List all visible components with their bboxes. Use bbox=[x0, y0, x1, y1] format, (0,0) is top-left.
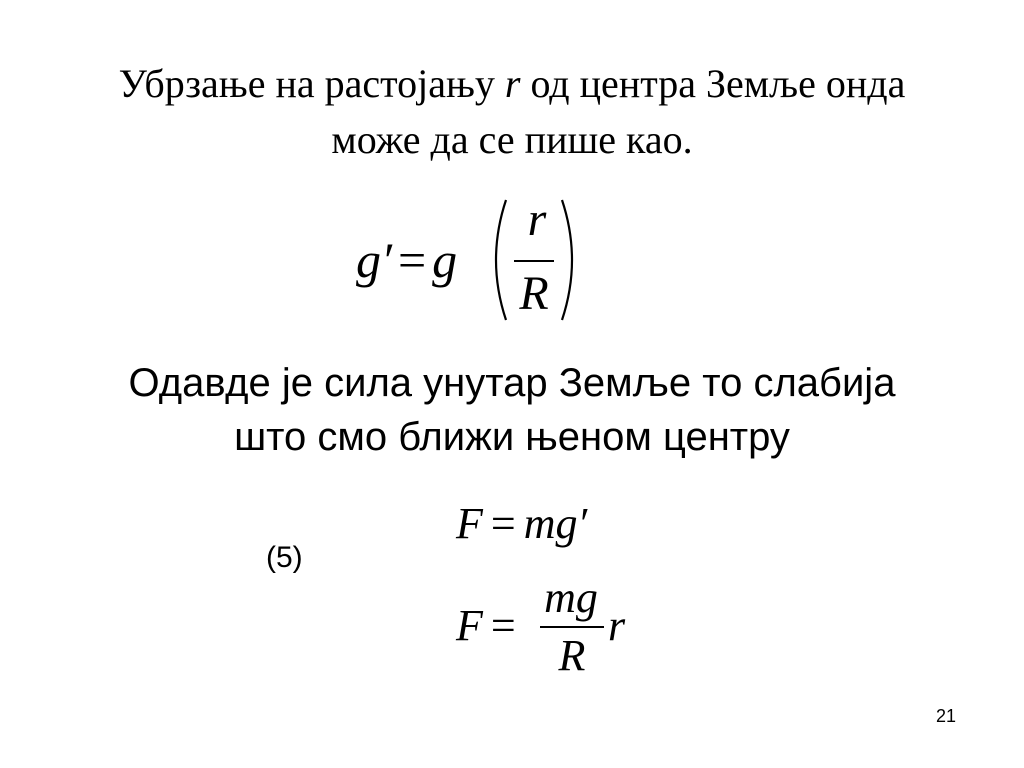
equation-number-label: (5) bbox=[266, 541, 303, 574]
heading-line-1 bbox=[0, 56, 1024, 112]
body-line-1: Одавде је сила унутар Земље то слабија bbox=[128, 361, 896, 405]
eq2-rhs: mg′ bbox=[523, 499, 588, 548]
eq3-equals-sign: = bbox=[490, 601, 516, 650]
equation-g-prime-lhs bbox=[356, 230, 457, 290]
eq3-multiplier: r bbox=[608, 601, 626, 650]
heading-line-2: може да се пише као. bbox=[331, 117, 693, 162]
body-line-2: што смо ближи њеном центру bbox=[234, 415, 790, 459]
heading-variable-r: r bbox=[504, 61, 521, 106]
heading-text-before-var: Убрзање на растојању bbox=[118, 61, 505, 106]
eq3-denominator: R bbox=[558, 631, 586, 680]
eq1-fraction-bar bbox=[514, 260, 554, 262]
eq1-equals-sign: = bbox=[397, 232, 427, 288]
eq1-rhs-var: g bbox=[432, 232, 458, 288]
eq2-equals-sign: = bbox=[490, 499, 516, 548]
eq2-lhs: F bbox=[456, 499, 483, 548]
equation-force-fraction bbox=[456, 573, 656, 686]
slide-body-text bbox=[0, 356, 1024, 464]
eq1-denominator: R bbox=[519, 267, 549, 320]
eq1-left-paren bbox=[496, 200, 506, 320]
eq1-numerator: r bbox=[527, 193, 547, 246]
eq3-lhs: F bbox=[456, 601, 483, 650]
equation-g-prime bbox=[356, 193, 596, 324]
eq3-numerator: mg bbox=[544, 573, 598, 622]
eq1-right-paren bbox=[562, 200, 572, 320]
eq1-lhs-var: g′ bbox=[356, 232, 392, 288]
heading-text-after-var: од центра Земље онда bbox=[520, 61, 906, 106]
eq3-fraction-bar bbox=[540, 626, 604, 628]
page-number: 21 bbox=[936, 706, 957, 726]
eq3-lhs-group bbox=[456, 598, 524, 654]
slide-heading bbox=[0, 56, 1024, 168]
equation-force-mg-prime bbox=[456, 496, 587, 552]
